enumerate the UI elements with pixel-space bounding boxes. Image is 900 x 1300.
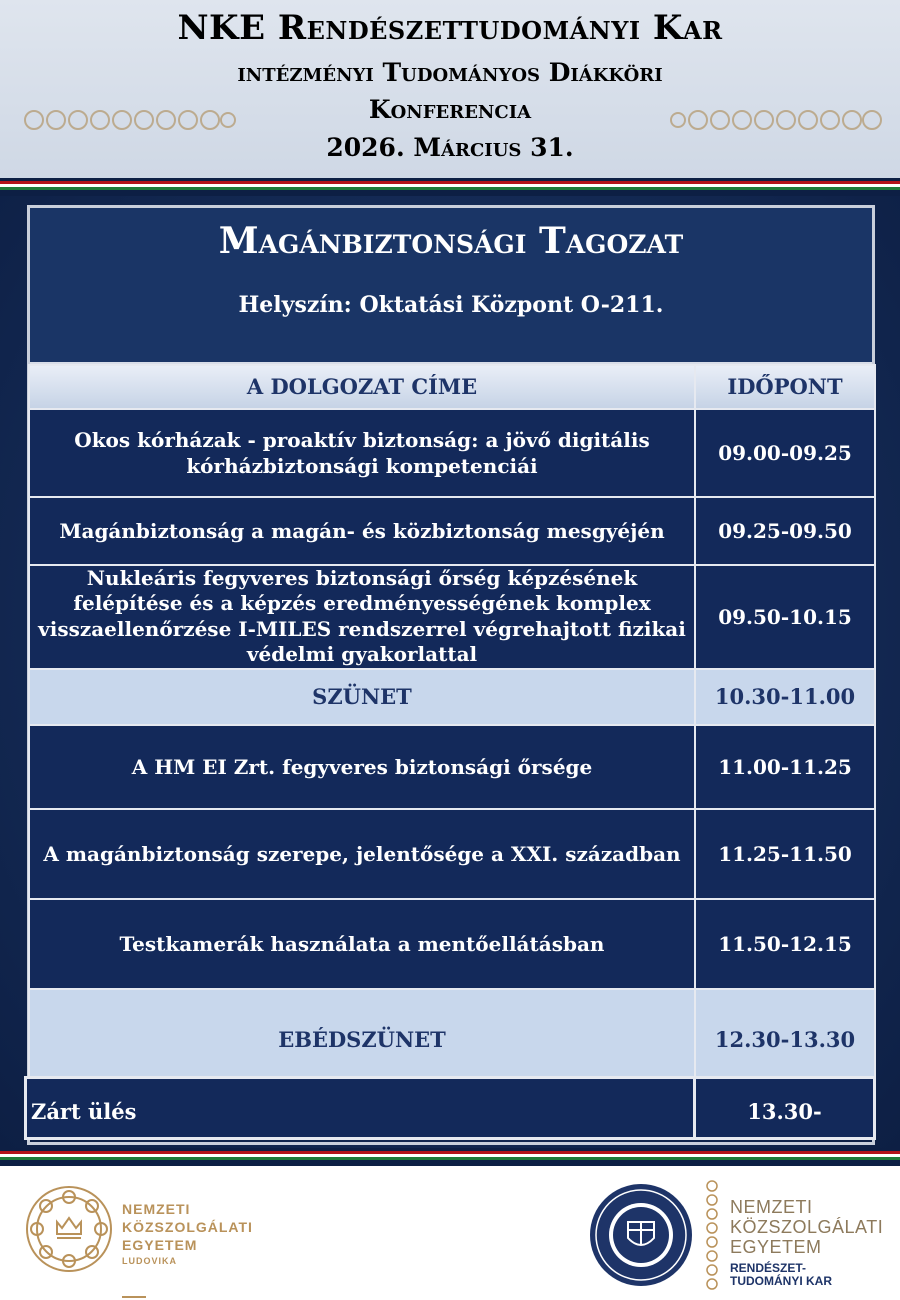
conference-date: 2026. Március 31. xyxy=(326,133,574,162)
table-row xyxy=(29,809,875,899)
talk-title: Nukleáris fegyveres biztonsági őrség képzésének felépítése és a képzés eredményességének komplex visszaellenőrzése I-MILES rendszerrel végrehajtott fizikai védelmi gyakorlattal xyxy=(29,565,695,669)
right-logo-line1: NEMZETI xyxy=(730,1197,813,1217)
header-banner xyxy=(0,0,900,178)
talk-time: 09.50-10.15 xyxy=(695,565,875,669)
conference-title-line2: intézményi Tudományos Diákköri xyxy=(237,58,663,87)
talk-time: 11.00-11.25 xyxy=(695,725,875,809)
faculty-seal-icon xyxy=(588,1182,694,1288)
talk-title: Okos kórházak - proaktív biztonság: a jövő digitális kórházbiztonsági kompetenciái xyxy=(29,409,695,497)
section-title: Magánbiztonsági Tagozat xyxy=(218,220,684,262)
talk-time: 11.50-12.15 xyxy=(695,899,875,989)
right-logo-text xyxy=(730,1198,883,1258)
footer-dash xyxy=(122,1296,146,1298)
footer xyxy=(0,1170,900,1300)
closing-time: 13.30- xyxy=(747,1099,822,1124)
table-row xyxy=(29,565,875,669)
break-time: 12.30-13.30 xyxy=(695,989,875,1091)
section-header xyxy=(30,208,872,364)
talk-title: A HM EI Zrt. fegyveres biztonsági őrsége xyxy=(29,725,695,809)
table-row xyxy=(29,497,875,565)
left-logo-sub: LUDOVIKA xyxy=(122,1256,177,1266)
break-label: EBÉDSZÜNET xyxy=(29,989,695,1091)
talk-title: Testkamerák használata a mentőellátásban xyxy=(29,899,695,989)
conference-title-line3: Konferencia xyxy=(368,95,532,124)
right-logo-sub2: TUDOMÁNYI KAR xyxy=(730,1274,832,1288)
table-row xyxy=(29,725,875,809)
break-label: SZÜNET xyxy=(29,669,695,725)
talk-time: 11.25-11.50 xyxy=(695,809,875,899)
left-logo-line2: KÖZSZOLGÁLATI xyxy=(122,1219,253,1235)
column-header-title: A DOLGOZAT CÍME xyxy=(29,365,695,409)
left-logo-line3: EGYETEM xyxy=(122,1237,198,1253)
closing-title: Zárt ülés xyxy=(31,1099,137,1124)
break-time: 10.30-11.00 xyxy=(695,669,875,725)
top-stripes xyxy=(0,178,900,196)
conference-title-line1: NKE Rendészettudományi Kar xyxy=(177,8,723,48)
right-logo-faculty xyxy=(730,1262,832,1288)
left-logo-text xyxy=(122,1200,253,1254)
nke-ludovika-logo-icon xyxy=(24,1184,114,1274)
table-row xyxy=(29,409,875,497)
schedule-table xyxy=(28,364,876,1092)
left-logo-line1: NEMZETI xyxy=(122,1201,191,1217)
right-logo-line3: EGYETEM xyxy=(730,1237,822,1257)
closing-row xyxy=(24,1076,876,1140)
bead-column-icon xyxy=(700,1178,724,1296)
bottom-stripes xyxy=(0,1148,900,1166)
right-logo-line2: KÖZSZOLGÁLATI xyxy=(730,1217,884,1237)
section-location: Helyszín: Oktatási Központ O-211. xyxy=(238,292,664,318)
talk-title: A magánbiztonság szerepe, jelentősége a XXI. században xyxy=(29,809,695,899)
talk-time: 09.00-09.25 xyxy=(695,409,875,497)
right-logo-sub1: RENDÉSZET- xyxy=(730,1261,807,1275)
talk-time: 09.25-09.50 xyxy=(695,497,875,565)
talk-title: Magánbiztonság a magán- és közbiztonság mesgyéjén xyxy=(29,497,695,565)
column-header-time: IDŐPONT xyxy=(695,365,875,409)
break-row xyxy=(29,669,875,725)
table-header-row xyxy=(29,365,875,409)
table-row xyxy=(29,899,875,989)
